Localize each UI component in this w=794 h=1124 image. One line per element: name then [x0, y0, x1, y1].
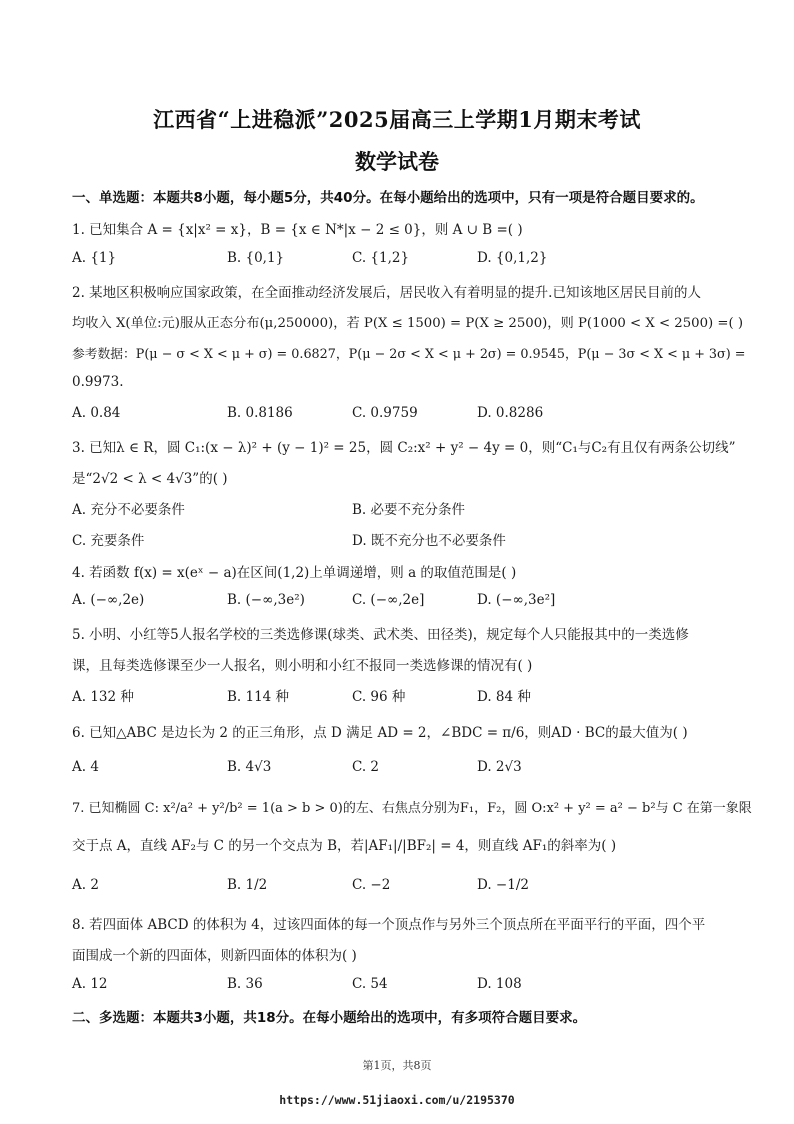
question-5-line-1: 5. 小明、小红等5人报名学校的三类选修课(球类、武术类、田径类)，规定每个人只能报其中的一类选修	[72, 627, 689, 643]
question-3-option-c: C. 充要条件	[72, 533, 145, 549]
question-1-option-c: C. {1,2}	[352, 250, 410, 266]
question-3-line-1: 3. 已知λ ∈ R，圆 C₁:(x − λ)² + (y − 1)² = 25，圆 C₂:x² + y² − 4y = 0，则“C₁与C₂有且仅有两条公切线”	[72, 440, 736, 456]
question-5-line-2: 课，且每类选修课至少一人报名，则小明和小红不报同一类选修课的情况有( )	[72, 658, 533, 674]
question-4-option-b: B. (−∞,3e²)	[227, 592, 305, 608]
question-1-option-a: A. {1}	[72, 250, 117, 266]
page-number: 第1页，共8页	[362, 1059, 432, 1072]
question-7-option-a: A. 2	[72, 877, 99, 893]
question-6-option-b: B. 4√3	[227, 759, 272, 775]
question-7-line-2: 交于点 A，直线 AF₂与 C 的另一个交点为 B，若|AF₁|/|BF₂| = 4，则直线 AF₁的斜率为( )	[72, 838, 617, 854]
question-7-option-d: D. −1/2	[477, 877, 529, 893]
question-1-option-d: D. {0,1,2}	[477, 250, 548, 266]
question-2-line-1: 2. 某地区积极响应国家政策，在全面推动经济发展后，居民收入有着明显的提升.已知该地区居民目前的人	[72, 285, 701, 301]
question-7-option-c: C. −2	[352, 877, 391, 893]
question-4-option-a: A. (−∞,2e)	[72, 592, 145, 608]
question-5-option-a: A. 132 种	[72, 689, 134, 705]
question-2-line-2: 均收入 X(单位:元)服从正态分布(μ,250000)，若 P(X ≤ 1500) = P(X ≥ 2500)，则 P(1000 < X < 2500) =( )	[72, 316, 744, 331]
question-4-option-c: C. (−∞,2e]	[352, 592, 425, 608]
question-7-line-1: 7. 已知椭圆 C: x²/a² + y²/b² = 1(a > b > 0)的左、右焦点分别为F₁，F₂，圆 O:x² + y² = a² − b²与 C 在第一象限	[72, 801, 752, 816]
question-5-option-d: D. 84 种	[477, 689, 531, 705]
question-8-option-d: D. 108	[477, 976, 522, 992]
question-6-option-c: C. 2	[352, 759, 380, 775]
question-2-option-b: B. 0.8186	[227, 405, 293, 421]
section-heading-single-choice: 一、单选题：本题共8小题，每小题5分，共40分。在每小题给出的选项中，只有一项是符合题目要求的。	[72, 190, 704, 206]
exam-title: 江西省“上进稳派”2025届高三上学期1月期末考试	[153, 107, 641, 132]
question-3-option-b: B. 必要不充分条件	[352, 502, 466, 518]
question-8-option-a: A. 12	[72, 976, 108, 992]
question-2-option-a: A. 0.84	[72, 405, 121, 421]
question-3-option-d: D. 既不充分也不必要条件	[352, 533, 506, 549]
question-1-stem: 1. 已知集合 A = {x|x² = x}，B = {x ∈ N*|x − 2 ≤ 0}，则 A ∪ B =( )	[72, 222, 523, 238]
question-8-line-1: 8. 若四面体 ABCD 的体积为 4，过该四面体的每一个顶点作与另外三个顶点所在平面平行的平面，四个平	[72, 917, 706, 933]
question-4-stem: 4. 若函数 f(x) = x(eˣ − a)在区间(1,2)上单调递增，则 a 的取值范围是( )	[72, 565, 517, 581]
question-5-option-c: C. 96 种	[352, 689, 406, 705]
question-2-option-c: C. 0.9759	[352, 405, 418, 421]
question-7-option-b: B. 1/2	[227, 877, 268, 893]
question-5-option-b: B. 114 种	[227, 689, 290, 705]
exam-subtitle: 数学试卷	[355, 149, 439, 174]
question-6-option-a: A. 4	[72, 759, 99, 775]
question-6-option-d: D. 2√3	[477, 759, 522, 775]
question-8-option-b: B. 36	[227, 976, 263, 992]
question-3-line-2: 是“2√2 < λ < 4√3”的( )	[72, 471, 228, 487]
section-heading-multiple-choice: 二、多选题：本题共3小题，共18分。在每小题给出的选项中，有多项符合题目要求。	[72, 1010, 587, 1026]
question-2-option-d: D. 0.8286	[477, 405, 544, 421]
question-8-line-2: 面围成一个新的四面体，则新四面体的体积为( )	[72, 948, 357, 964]
question-2-reference-data: 参考数据：P(μ − σ < X < μ + σ) = 0.6827，P(μ − 2σ < X < μ + 2σ) = 0.9545，P(μ − 3σ < X < μ + 3σ) =	[72, 347, 746, 362]
question-3-option-a: A. 充分不必要条件	[72, 502, 185, 518]
question-8-option-c: C. 54	[352, 976, 388, 992]
question-4-option-d: D. (−∞,3e²]	[477, 592, 556, 608]
question-6-stem: 6. 已知△ABC 是边长为 2 的正三角形，点 D 满足 AD = 2，∠BDC = π/6，则AD · BC的最大值为( )	[72, 725, 688, 741]
question-2-line-4: 0.9973.	[72, 374, 124, 390]
watermark-url[interactable]: https://www.51jiaoxi.com/u/2195370	[279, 1093, 515, 1107]
question-1-option-b: B. {0,1}	[227, 250, 285, 266]
